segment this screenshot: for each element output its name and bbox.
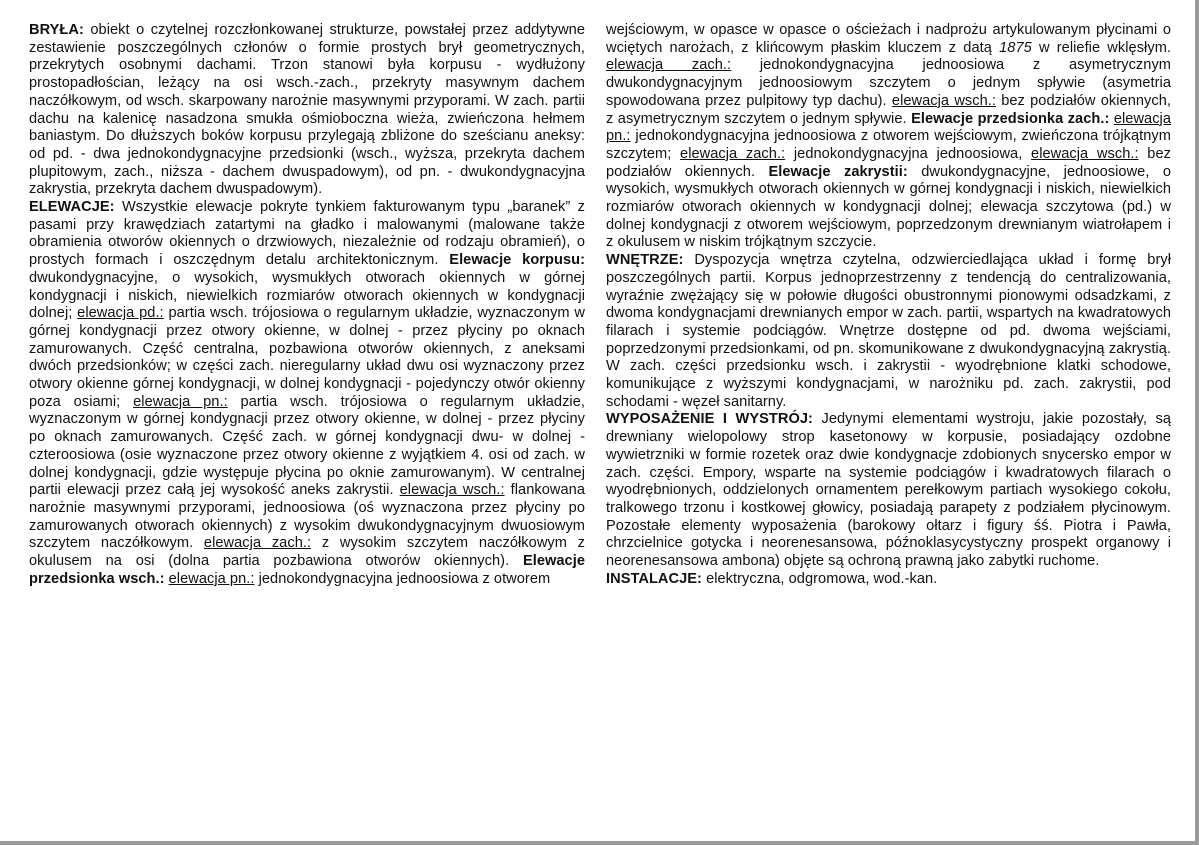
korpus-text-5: z wysokim szczytem naczółkowym z okulusem na osi (dolna partia pozbawiona otworów okiennych). xyxy=(29,535,586,570)
elewacje-text: Wszystkie elewacje pokryte tynkiem fakturowanym typu „baranek” z pasami przy krawędziach zatartymi na gładko i malowanymi (malowane także obramienia otworów okiennych o drzwiowych, niezależnie od rodzaju obramień), o prostych formach i oszczędnym detalu architektonicznym. xyxy=(29,199,586,269)
korpus-heading: Elewacje korpusu: xyxy=(449,252,585,269)
pw-zach-text: jednokondygnacyjna jednoosiowa z asymetrycznym dwukondygnacyjnym jednoosiowym szczytem o jednym spływie (asymetria spowodowana przez pulpitowy typ dachu). xyxy=(606,57,1171,109)
elewacje-heading: ELEWACJE: xyxy=(29,199,115,216)
korpus-text-1: dwukondygnacyjne, o wysokich, wysmukłych otworach okiennych w górnej kondygnacji i niskich, niewielkich rozmiarów otworach okiennych w kondygnacji dolnej; xyxy=(29,269,585,322)
wnetrze-heading: WNĘTRZE: xyxy=(606,252,684,269)
bryla-text: obiekt o czytelnej rozczłonkowanej strukturze, powstałej przez addytywne zestawienie poszczególnych członów o formie prostych brył geometrycznych, przekrytych osobnymi dachami. Trzon stanowi była korpusu - wydłużony prostopadłościan, leżący na osi wsch.-zach., przekryty masywnym dachem naczółkowym, od wsch. skarpowany narożnie masywnymi przyporami. W zach. partii dachu na kalenicę nasadzona smukła ośmioboczna wieża, zwieńczona hełmem baniastym. Do dłuższych boków korpusu przylegają zbliżone do sześcianu aneksy: od pd. - dwa jednokondygnacyjne przedsionki (wsch., wyższa, przekryta dachem plupitowym, zach., niższa - dachem dwuspadowym), od pn. - dwukondygnacyjna zakrystia, przekryta dachem dwuspadowym). xyxy=(29,22,585,198)
przedsionka-zach-heading: Elewacje przedsionka zach.: xyxy=(911,110,1110,127)
date-after: w reliefie wklęsłym. xyxy=(1038,39,1172,56)
wyposazenie-paragraph xyxy=(606,411,1171,570)
pz-zach-label: elewacja zach.: xyxy=(680,145,786,162)
instalacje-paragraph xyxy=(606,571,1171,589)
pw-zach-label: elewacja zach.: xyxy=(606,57,732,74)
right-column xyxy=(606,22,1171,589)
wnetrze-text: Dyspozycja wnętrza czytelna, odzwierciedlająca układ i formę brył poszczególnych partii. Korpus jednoprzestrzenny z tendencją do centralizowania, wyraźnie zwężający się w połowie długości obustronnymi pionowymi odsadzkami, z dwoma kondygnacjami drewnianych empor w zach. partii, wspartych na kwadratowych filarach i systemie podciągów. Wnętrze dostępne od pd. dwoma wejściami, poprzedzonymi przedsionkami, od pn. skomunikowane z dwukondygnacyjną zakrystią. W zach. części przedsionku wsch. i zakrystii - wyodrębnione klatki schodowe, komunikujące z wyższymi kondygnacjami, w narożniku pd. zach. zakrystii, pod schodami - węzeł sanitarny. xyxy=(606,252,1171,410)
korpus-pd-label: elewacja pd.: xyxy=(77,305,164,322)
korpus-zach-label: elewacja zach.: xyxy=(203,535,312,552)
date-1875: 1875 xyxy=(999,39,1032,56)
pz-pn-label: elewacja pn.: xyxy=(606,110,1172,145)
wnetrze-paragraph xyxy=(606,252,1171,411)
przedsionka-wsch-text-cont: wejściowym, w opasce w opasce o ościeżach i nadprożu artykulowanym płycinami o wciętych narożach, z klińcowym płaskim kluczem z datą xyxy=(606,22,1171,56)
przedsionka-wsch-text: jednokondygnacyjna jednoosiowa z otworem xyxy=(258,570,551,587)
wyposazenie-text: Jedynymi elementami wystroju, jakie pozostały, są drewniany wielopolowy strop kasetonowy w korpusie, posiadający ozdobne wywietrzniki w formie rozetek oraz dwie kondygnacje zdobionych snycersko empor w zach. części. Empory, wsparte na systemie podciągów i kwadratowych filarach o wyodrębnionych, oddzielonych ornamentem perełkowym partiach wysokiego cokołu, tralkowego trzonu i kostkowej głowicy, posiadają parapety z podziałem płycinowym. Pozostałe elementy wyposażenia (barokowy ołtarz i figury śś. Piotra i Pawła, chrzcielnice gotycka i neorenesansowa, późnoklasycystyczny prospekt organowy i neorenesansowa ambona) objęte są ochroną prawną jako zabytki ruchome. xyxy=(606,411,1171,570)
przedsionka-wsch-continued xyxy=(606,22,1171,252)
pz-wsch-text: bez podziałów okiennych. xyxy=(606,145,1171,180)
przedsionka-wsch-pn-label: elewacja pn.: xyxy=(168,570,255,587)
pz-pn-text: jednokondygnacyjna jednoosiowa z otworem wejściowym, zwieńczona trójkątnym szczytem; xyxy=(606,128,1171,162)
pz-wsch-label: elewacja wsch.: xyxy=(1031,145,1139,162)
instalacje-heading: INSTALACJE: xyxy=(606,570,702,587)
korpus-text-3: partia wsch. trójosiowa o regularnym układzie, wyznaczonym w górnej kondygnacji przez otwory okienne, w dolnej - przez płyciny po oknach zamurowanych. Część zach. w górnej kondygnacji dwu- w dolnej - czteroosiowa (osie wyznaczone przez otwory okienne z wyjątkiem 4. osi od zach. w dolnej kondygnacji, gdzie występuje płycina po oknie zamurowanym). W centralnej partii elewacji przez całą jej wysokość aneks zakrystii. xyxy=(29,393,585,499)
korpus-text-4: flankowana narożnie masywnymi przyporami, jednoosiowa (oś wyznaczona przez płyciny po zamurowanych otworach okiennych) z wysokim dwukondygnacyjnym dwuosiowym szczytem naczółkowym. xyxy=(29,482,585,552)
zakrystii-text: dwukondygnacyjne, jednoosiowe, o wysokich, wysmukłych otworach okiennych w górnej kondygnacji i niskich, niewielkich rozmiarów otworach okiennych w kondygnacji dolnej; elewacja szczytowa (pd.) w dolnej kondygnacji z otworem wejściowym, poprzedzonym drewnianym wiatrołapem i z okulusem w niskim trójkątnym szczycie. xyxy=(606,163,1172,251)
elewacje-paragraph xyxy=(29,199,585,588)
instalacje-text: elektryczna, odgromowa, wod.-kan. xyxy=(706,570,938,587)
pw-wsch-text: bez podziałów okiennych, z asymetrycznym szczytem o jednym spływie. xyxy=(606,92,1171,127)
wyposazenie-heading: WYPOSAŻENIE I WYSTRÓJ: xyxy=(606,411,813,428)
pw-wsch-label: elewacja wsch.: xyxy=(891,92,996,109)
left-column xyxy=(29,22,585,589)
pz-zach-text: jednokondygnacyjna jednoosiowa, xyxy=(793,145,1023,162)
bryla-heading: BRYŁA: xyxy=(29,22,84,38)
zakrystii-heading: Elewacje zakrystii: xyxy=(768,163,908,180)
korpus-pn-label: elewacja pn.: xyxy=(133,393,228,410)
bryla-paragraph xyxy=(29,22,585,199)
przedsionka-wsch-heading: Elewacje przedsionka wsch.: xyxy=(29,553,585,587)
korpus-wsch-label: elewacja wsch.: xyxy=(399,482,505,499)
korpus-text-2: partia wsch. trójosiowa o regularnym układzie, wyznaczonym w górnej kondygnacji przez otwory okienne, w dolnej - przez płyciny po oknach zamurowanych. Część centralna, pozbawiona otworów okiennych, z aneksami dwóch przedsionków; w części zach. nieregularny układ dwu osi wyznaczony przez otwory okienne górnej kondygnacji, w dolnej kondygnacji - pojedynczy otwór okienny poza osiami; xyxy=(29,305,586,410)
